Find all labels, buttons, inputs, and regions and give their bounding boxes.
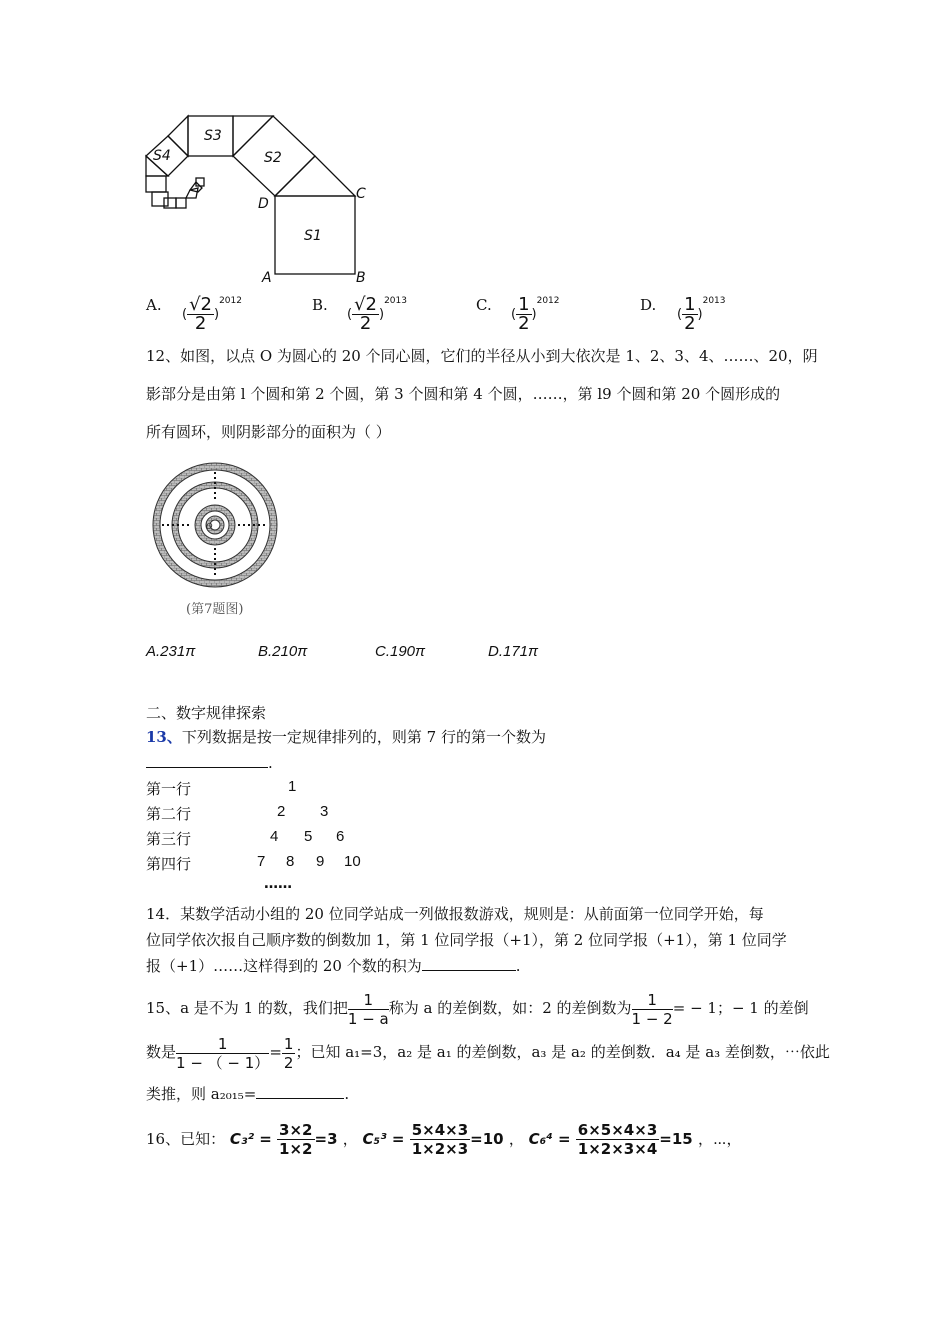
q13-number: 13、 <box>146 728 182 746</box>
q14-answer-blank <box>422 955 516 971</box>
label-s1: S1 <box>304 228 322 244</box>
q13-answer-blank <box>146 752 268 768</box>
q15-frac-half: $\frac{1}{2}$ <box>283 1034 294 1072</box>
q16-equation-3: C₆⁴ = $\frac{6\times 5\times 4\times 3}{1\times 2\times 3\times 4}$ =15 <box>528 1121 693 1158</box>
q12-line-2: 影部分是由第 l 个圆和第 2 个圆，第 3 个圆和第 4 个圆，……，第 l9 个圆和第 20 个圆形成的 <box>146 385 781 403</box>
q15-line-3: 类推，则 a₂₀₁₅= . <box>146 1085 350 1103</box>
circle-center-label: O <box>206 522 213 531</box>
square-spiral-figure <box>138 112 378 287</box>
q14-line-2: 位同学依次报自己顺序数的倒数加 1，第 1 位同学报（+1），第 2 位同学报（+1），第 1 位同学 <box>146 931 787 949</box>
q11-option-d-value: ( $\frac{1}{2}$ )$^{2013}$ <box>677 294 726 334</box>
label-s2: S2 <box>264 150 282 166</box>
q11-option-c-letter: C. <box>476 296 492 314</box>
q16-line: 16、已知： C₃² = $\frac{3\times 2}{1\times 2}$ =3 ， C₅³ = $\frac{5\times 4\times 3}{1\times 2\times 3}$ =10 ， C₆⁴ = $\frac{6\times 5\times 4\times 3}{1\times 2\times 3\times 4}$ =15 ，⋯， <box>146 1121 742 1158</box>
q13-row-3: 第三行 4 5 6 <box>146 828 345 848</box>
section-heading: 二、数字规律探索 <box>146 704 267 722</box>
circle-figure-caption: (第7题图) <box>186 602 244 617</box>
q11-option-d-letter: D. <box>640 296 657 314</box>
q12-option-b: B.210π <box>258 643 308 660</box>
label-s4: S4 <box>153 148 171 164</box>
q15-frac-definition: $\frac{1}{1 - a}$ <box>347 990 389 1028</box>
q14-line-3: 报（+1）……这样得到的 20 个数的积为 . <box>146 957 521 975</box>
q13-question <box>146 727 546 747</box>
label-d: D <box>258 196 269 212</box>
q12-line-1: 12、如图，以点 O 为圆心的 20 个同心圆，它们的半径从小到大依次是 1、2、3、4、……、20，阴 <box>146 347 818 365</box>
q12-option-a: A.231π <box>146 643 196 660</box>
q15-answer-blank <box>256 1083 344 1099</box>
q13-row-2: 第二行 2 3 <box>146 803 329 823</box>
q11-option-a-letter: A. <box>146 296 162 314</box>
q14-line-1: 14．某数学活动小组的 20 位同学站成一列做报数游戏，规则是：从前面第一位同学开始，每 <box>146 905 764 923</box>
q12-option-c: C.190π <box>375 643 426 660</box>
q16-equation-2: C₅³ = $\frac{5\times 4\times 3}{1\times 2\times 3}$ =10 <box>362 1121 504 1158</box>
q12-option-d: D.171π <box>488 643 539 660</box>
q13-row-4: 第四行 7 8 9 10 <box>146 853 361 873</box>
q13-row-1: 第一行 1 <box>146 778 297 798</box>
q13-answer-line: . <box>146 752 273 773</box>
q13-ellipsis: …… <box>264 876 292 892</box>
q15-line-1: 15、a 是不为 1 的数，我们把 $\frac{1}{1 - a}$ 称为 a 的差倒数，如：2 的差倒数为 $\frac{1}{1 - 2}$ = − 1；− 1 的差倒 <box>146 990 809 1028</box>
q12-line-3: 所有圆环，则阴影部分的面积为（ ） <box>146 423 391 441</box>
q11-option-b-letter: B. <box>312 296 328 314</box>
label-a: A <box>262 270 272 286</box>
label-b: B <box>356 270 366 286</box>
label-s3: S3 <box>204 128 222 144</box>
concentric-circles-figure <box>144 458 289 624</box>
q15-frac-neg-one: $\frac{1}{1 - ( - 1)}$ <box>176 1034 270 1072</box>
q15-line-2: 数是 $\frac{1}{1 - ( - 1)}$ = $\frac{1}{2}$ ；已知 a₁=3，a₂ 是 a₁ 的差倒数，a₃ 是 a₂ 的差倒数．a₄ 是 a₃ 差倒数，⋯依此 <box>146 1034 830 1072</box>
q15-frac-example: $\frac{1}{1 - 2}$ <box>631 990 673 1028</box>
q11-option-a-value: ( $\frac{√2}{2}$ )$^{2012}$ <box>182 294 242 334</box>
q13-text: 下列数据是按一定规律排列的，则第 7 行的第一个数为 <box>181 728 546 746</box>
q11-option-b-value: ( $\frac{√2}{2}$ )$^{2013}$ <box>347 294 407 334</box>
q16-equation-1: C₃² = $\frac{3\times 2}{1\times 2}$ =3 <box>229 1121 338 1158</box>
label-c: C <box>356 186 366 202</box>
q11-option-c-value: ( $\frac{1}{2}$ )$^{2012}$ <box>511 294 560 334</box>
